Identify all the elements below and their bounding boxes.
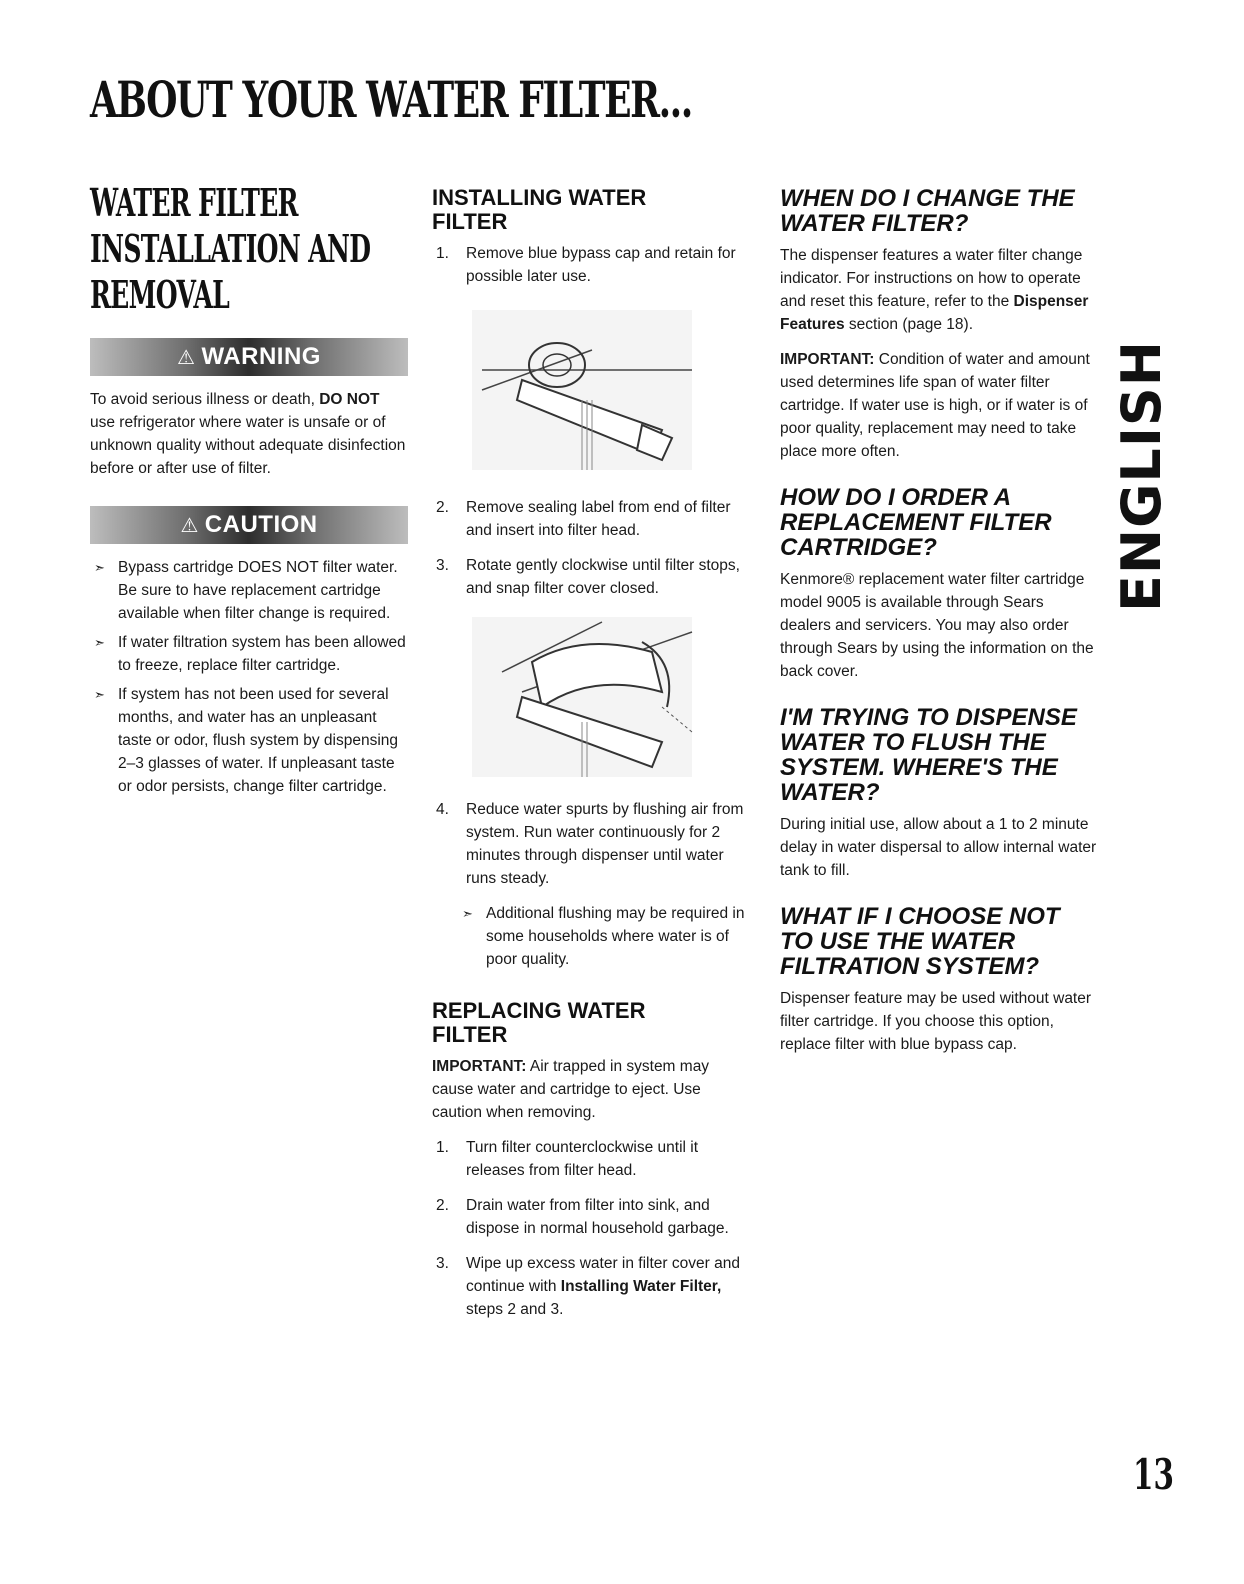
arrow-bullet-icon: ➣ (94, 560, 105, 575)
list-item (90, 683, 408, 798)
page-title: ABOUT YOUR WATER FILTER... (90, 70, 692, 129)
step-text: Remove sealing label from end of filter and insert into filter head. (466, 499, 731, 539)
faq-title-order: HOW DO I ORDER A REPLACEMENT FILTER CARTRIDGE? (780, 484, 1052, 561)
step-text-bold: Installing Water Filter, (560, 1278, 722, 1295)
arrow-bullet-icon: ➣ (94, 635, 105, 650)
list-item (432, 242, 750, 288)
column-installation-removal (90, 180, 408, 804)
caution-bullet-text: If water filtration system has been allowed to freeze, replace filter cartridge. (118, 634, 406, 674)
list-item (432, 554, 750, 600)
list-item (432, 1252, 750, 1321)
step-text: Turn filter counterclockwise until it releases from filter head. (466, 1139, 699, 1179)
caution-label: CAUTION (204, 511, 318, 538)
faq-answer-no-filter: Dispenser feature may be used without water filter cartridge. If you choose this option, replace filter with blue bypass cap. (780, 990, 1092, 1053)
list-item (432, 496, 750, 542)
important-label: IMPORTANT: (780, 351, 875, 368)
caution-bullet-text: If system has not been used for several months, and water has an unpleasant taste or odor, flush system by dispensing 2–3 glasses of water. If unpleasant taste or odor persists, change filter cartridge. (118, 686, 399, 795)
installing-title: INSTALLING WATER FILTER (432, 185, 647, 234)
column-faq (780, 186, 1098, 1056)
language-label: ENGLISH (1110, 340, 1173, 612)
step-number: 1. (436, 245, 449, 262)
list-item (432, 798, 750, 890)
faq-title-no-filter: WHAT IF I CHOOSE NOT TO USE THE WATER FILTRATION SYSTEM? (780, 903, 1060, 980)
language-side-tab (1110, 340, 1173, 612)
arrow-bullet-icon: ➣ (94, 687, 105, 702)
warning-icon: ⚠ (177, 346, 196, 369)
step-number: 4. (436, 801, 449, 818)
warning-text-a: To avoid serious illness or death, (90, 391, 320, 408)
caution-list (90, 556, 408, 798)
replacing-title: REPLACING WATER FILTER (432, 998, 646, 1047)
answer-text: The dispenser features a water filter change indicator. For instructions on how to operate and reset this feature, refer to the (780, 247, 1083, 310)
flushing-note (432, 902, 750, 971)
caution-icon: ⚠ (180, 514, 199, 537)
column-installing-replacing (432, 186, 750, 1333)
list-item (90, 556, 408, 625)
installing-steps (432, 242, 750, 288)
step-text: Wipe up excess water in filter cover and continue with (466, 1255, 740, 1295)
warning-label: WARNING (201, 343, 321, 370)
filter-insert-illustration (462, 300, 702, 480)
list-item (432, 1136, 750, 1182)
step-text: Remove blue bypass cap and retain for possible later use. (466, 245, 736, 285)
faq-title-dispense: I'M TRYING TO DISPENSE WATER TO FLUSH THE SYSTEM. WHERE'S THE WATER? (780, 704, 1077, 806)
answer-text-end: section (page 18). (844, 316, 974, 333)
step-text: Drain water from filter into sink, and dispose in normal household garbage. (466, 1197, 729, 1237)
step-number: 2. (436, 499, 449, 516)
step-text: Reduce water spurts by flushing air from system. Run water continuously for 2 minutes through dispenser until water runs steady. (466, 801, 744, 887)
list-item (90, 631, 408, 677)
answer-text-bold: Dispenser Features (780, 293, 1089, 333)
caution-banner (90, 506, 408, 544)
caution-bullet-text: Bypass cartridge DOES NOT filter water. Be sure to have replacement cartridge available when filter change is required. (118, 559, 398, 622)
faq-important-change (780, 348, 1098, 463)
section-title: WATER FILTER INSTALLATION AND REMOVAL (90, 180, 371, 317)
replacing-important (432, 1055, 750, 1124)
faq-answer-change (780, 244, 1098, 336)
warning-text (90, 388, 408, 480)
installing-steps-final (432, 798, 750, 890)
list-item (432, 1194, 750, 1240)
step-text-end: steps 2 and 3. (466, 1301, 564, 1318)
step-number: 2. (436, 1197, 449, 1214)
faq-answer-dispense: During initial use, allow about a 1 to 2 minute delay in water dispersal to allow internal water tank to fill. (780, 816, 1097, 879)
warning-text-c: use refrigerator where water is unsafe or of unknown quality without adequate disinfection before or after use of filter. (90, 414, 406, 477)
important-text: Air trapped in system may cause water and cartridge to eject. Use caution when removing. (432, 1058, 710, 1121)
step-number: 3. (436, 1255, 449, 1272)
filter-rotate-illustration (462, 612, 702, 782)
page-number: 13 (1133, 1450, 1174, 1499)
faq-title-change: WHEN DO I CHANGE THE WATER FILTER? (780, 185, 1075, 237)
installing-steps-cont (432, 496, 750, 600)
step-number: 1. (436, 1139, 449, 1156)
flushing-note-text: Additional flushing may be required in some households where water is of poor quality. (486, 905, 745, 968)
step-text: Rotate gently clockwise until filter stops, and snap filter cover closed. (466, 557, 740, 597)
warning-banner (90, 338, 408, 376)
arrow-bullet-icon: ➣ (462, 906, 473, 921)
important-text: Condition of water and amount used determines life span of water filter cartridge. If water use is high, or if water is of poor quality, replacement may need to take place more often. (780, 351, 1090, 460)
replacing-steps (432, 1136, 750, 1321)
warning-text-bold: DO NOT (319, 391, 380, 408)
step-number: 3. (436, 557, 449, 574)
faq-answer-order: Kenmore® replacement water filter cartridge model 9005 is available through Sears dealers and servicers. You may also order through Sears by using the information on the back cover. (780, 571, 1094, 680)
important-label: IMPORTANT: (432, 1058, 527, 1075)
